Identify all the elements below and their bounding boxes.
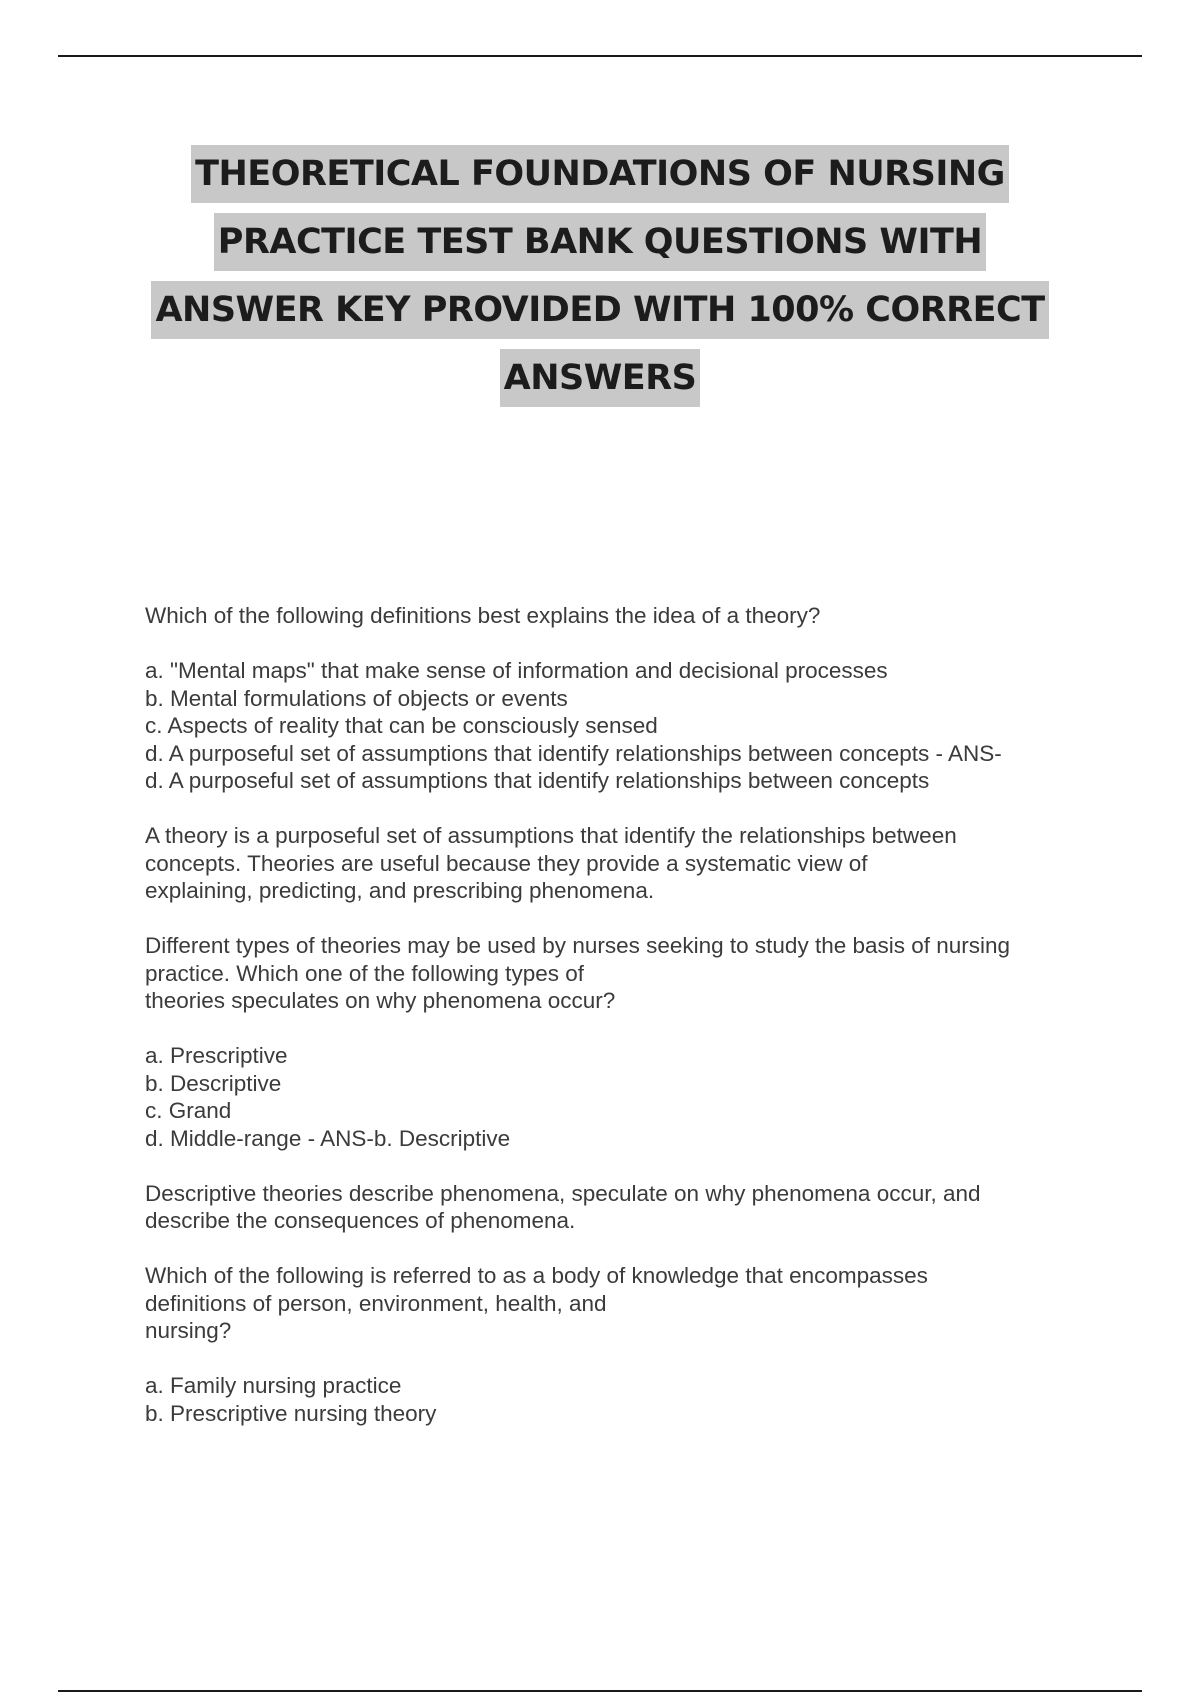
option: c. Grand: [145, 1098, 232, 1123]
rationale-line: A theory is a purposeful set of assumptions that identify the relationships between: [145, 823, 957, 848]
question-text: theories speculates on why phenomena occur?: [145, 988, 616, 1013]
question-1: [145, 602, 1095, 630]
question-3-options: [145, 1372, 1095, 1427]
option: d. A purposeful set of assumptions that identify relationships between concepts - ANS-: [145, 740, 1002, 766]
question-text: practice. Which one of the following types of: [145, 960, 584, 986]
question-text: definitions of person, environment, health, and: [145, 1290, 607, 1316]
option: b. Descriptive: [145, 1070, 282, 1096]
bottom-rule: [58, 1690, 1142, 1692]
option: d. Middle-range - ANS-b. Descriptive: [145, 1125, 511, 1151]
rationale-line: explaining, predicting, and prescribing phenomena.: [145, 878, 655, 903]
option: a. "Mental maps" that make sense of information and decisional processes: [145, 658, 888, 683]
rationale-line: concepts. Theories are useful because they provide a systematic view of: [145, 850, 868, 876]
title-line: ANSWERS: [500, 349, 701, 407]
document-body: [145, 602, 1095, 1455]
title-line: PRACTICE TEST BANK QUESTIONS WITH: [214, 213, 986, 271]
title-line: ANSWER KEY PROVIDED WITH 100% CORRECT: [151, 281, 1048, 339]
option: b. Prescriptive nursing theory: [145, 1400, 437, 1426]
question-2: [145, 932, 1095, 1015]
question-text: Which of the following is referred to as a body of knowledge that encompasses: [145, 1263, 928, 1288]
question-text: Different types of theories may be used by nurses seeking to study the basis of nursing: [145, 933, 1011, 958]
rationale-line: describe the consequences of phenomena.: [145, 1208, 576, 1233]
question-2-options: [145, 1042, 1095, 1152]
option: a. Family nursing practice: [145, 1373, 402, 1398]
question-1-options: [145, 657, 1095, 795]
top-rule: [58, 55, 1142, 57]
question-3: [145, 1262, 1095, 1345]
option: b. Mental formulations of objects or events: [145, 685, 568, 711]
answer: d. A purposeful set of assumptions that identify relationships between concepts: [145, 768, 930, 793]
document-title: [100, 140, 1100, 412]
option: a. Prescriptive: [145, 1043, 288, 1068]
question-text: Which of the following definitions best explains the idea of a theory?: [145, 603, 821, 628]
question-text: nursing?: [145, 1318, 232, 1343]
rationale-line: Descriptive theories describe phenomena, speculate on why phenomena occur, and: [145, 1180, 981, 1206]
option: c. Aspects of reality that can be consciously sensed: [145, 713, 658, 738]
question-1-rationale: [145, 822, 1095, 905]
question-2-rationale: [145, 1180, 1095, 1235]
title-line: THEORETICAL FOUNDATIONS OF NURSING: [191, 145, 1009, 203]
